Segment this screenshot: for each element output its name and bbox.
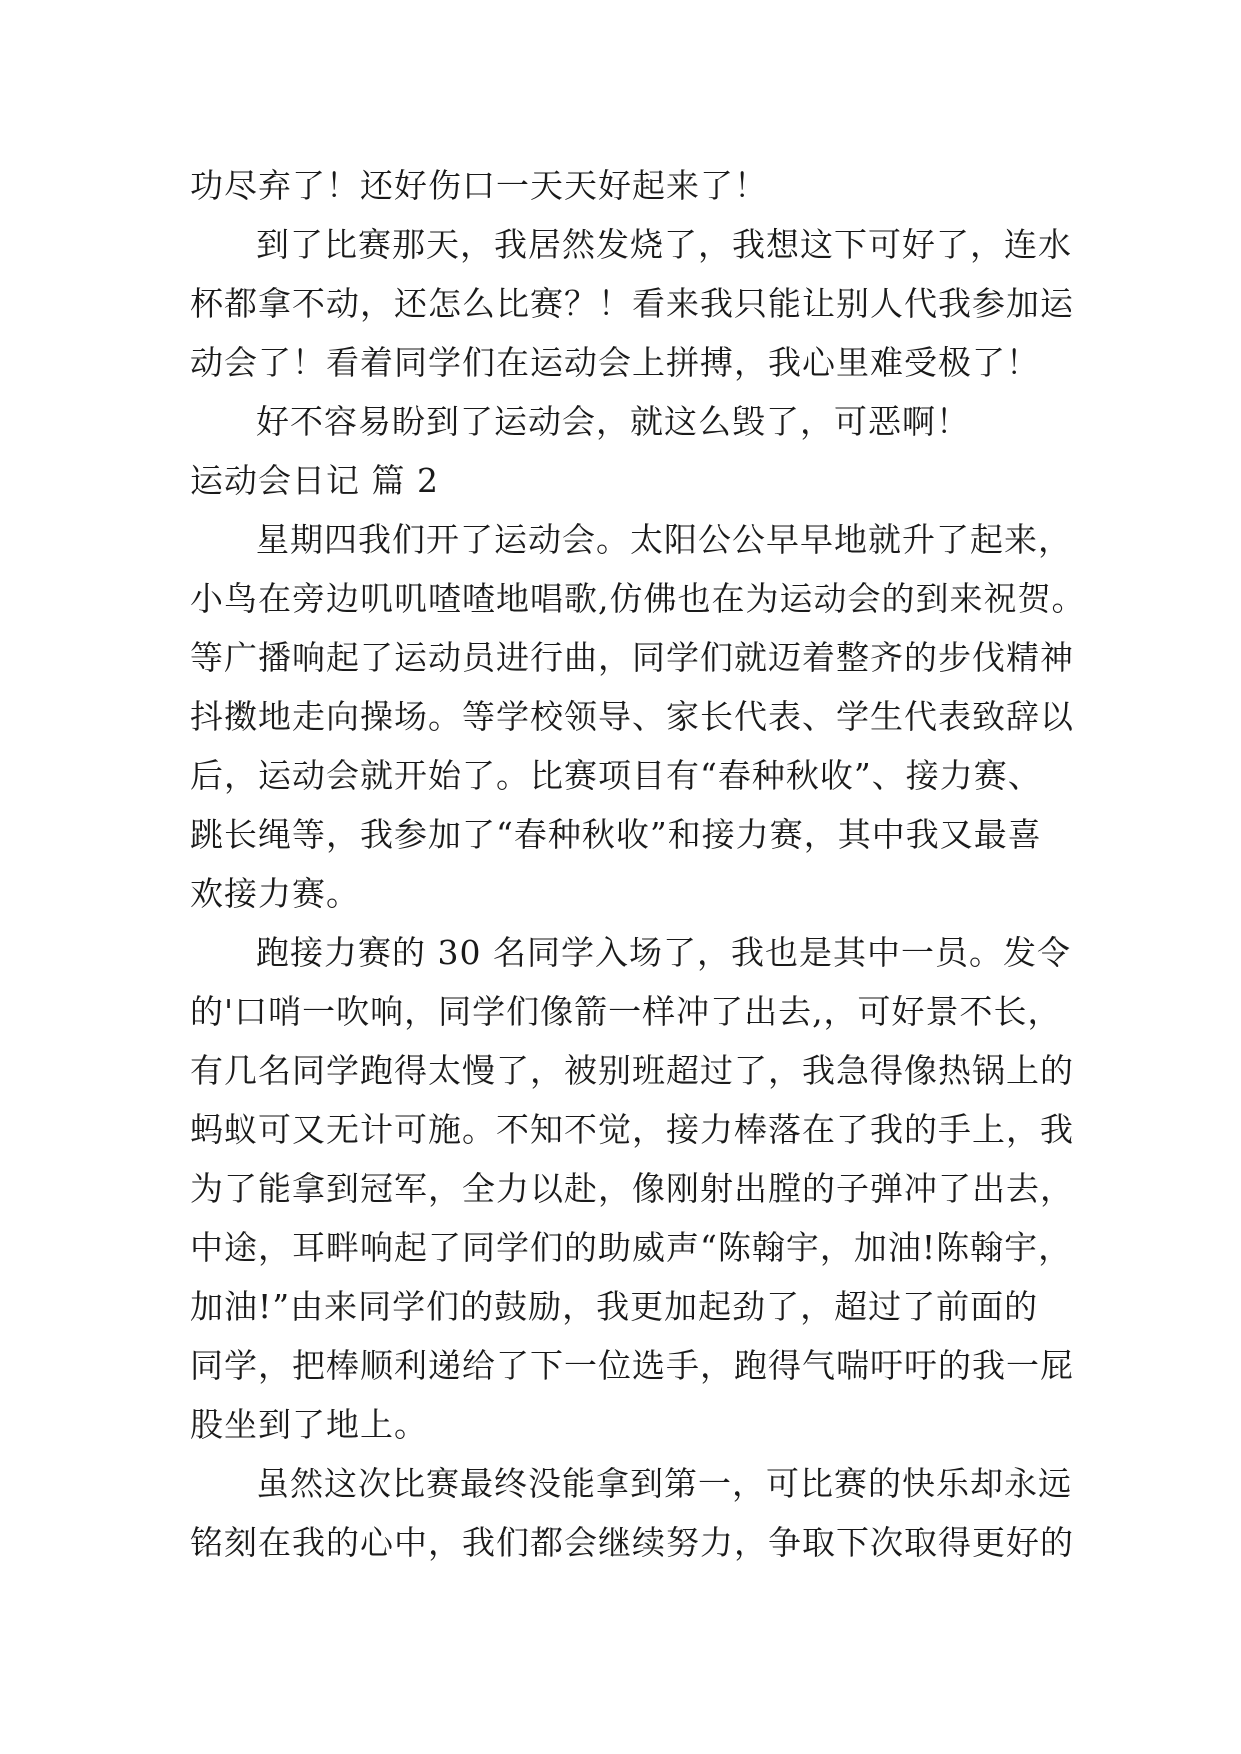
text-line: 的'口哨一吹响，同学们像箭一样冲了出去,，可好景不长， bbox=[190, 992, 1062, 1031]
paragraph-start-line: 到了比赛那天，我居然发烧了，我想这下可好了，连水 bbox=[256, 225, 1072, 264]
text-line: 动会了！看着同学们在运动会上拼搏，我心里难受极了！ bbox=[190, 343, 1040, 382]
text-line: 跳长绳等，我参加了“春种秋收”和接力赛，其中我又最喜 bbox=[190, 815, 1042, 854]
section-heading: 运动会日记 篇 2 bbox=[190, 461, 439, 500]
paragraph-start-line: 好不容易盼到了运动会，就这么毁了，可恶啊！ bbox=[256, 402, 970, 441]
text-line: 为了能拿到冠军，全力以赴，像刚射出膛的子弹冲了出去， bbox=[190, 1169, 1074, 1208]
text-line: 加油!”由来同学们的鼓励，我更加起劲了，超过了前面的 bbox=[190, 1287, 1039, 1326]
paragraph-start-line: 跑接力赛的 30 名同学入场了，我也是其中一员。发令 bbox=[256, 933, 1071, 972]
text-line: 同学，把棒顺利递给了下一位选手，跑得气喘吁吁的我一屁 bbox=[190, 1346, 1074, 1385]
paragraph-start-line: 虽然这次比赛最终没能拿到第一，可比赛的快乐却永远 bbox=[256, 1464, 1072, 1503]
text-line: 欢接力赛。 bbox=[190, 874, 360, 913]
text-line: 小鸟在旁边叽叽喳喳地唱歌,仿佛也在为运动会的到来祝贺。 bbox=[190, 579, 1086, 618]
paragraph-start-line: 星期四我们开了运动会。太阳公公早早地就升了起来， bbox=[256, 520, 1072, 559]
text-line: 股坐到了地上。 bbox=[190, 1405, 428, 1444]
text-line: 蚂蚁可又无计可施。不知不觉，接力棒落在了我的手上，我 bbox=[190, 1110, 1074, 1149]
text-line: 铭刻在我的心中，我们都会继续努力，争取下次取得更好的 bbox=[190, 1523, 1074, 1562]
text-line: 等广播响起了运动员进行曲，同学们就迈着整齐的步伐精神 bbox=[190, 638, 1074, 677]
text-line: 功尽弃了！还好伤口一天天好起来了！ bbox=[190, 166, 768, 205]
text-line: 后，运动会就开始了。比赛项目有“春种秋收”、接力赛、 bbox=[190, 756, 1042, 795]
document-page bbox=[190, 156, 1086, 1572]
text-line: 中途，耳畔响起了同学们的助威声“陈翰宇，加油!陈翰宇， bbox=[190, 1228, 1073, 1267]
text-line: 抖擞地走向操场。等学校领导、家长代表、学生代表致辞以 bbox=[190, 697, 1074, 736]
text-line: 杯都拿不动，还怎么比赛？！看来我只能让别人代我参加运 bbox=[190, 284, 1074, 323]
text-line: 有几名同学跑得太慢了，被别班超过了，我急得像热锅上的 bbox=[190, 1051, 1074, 1090]
